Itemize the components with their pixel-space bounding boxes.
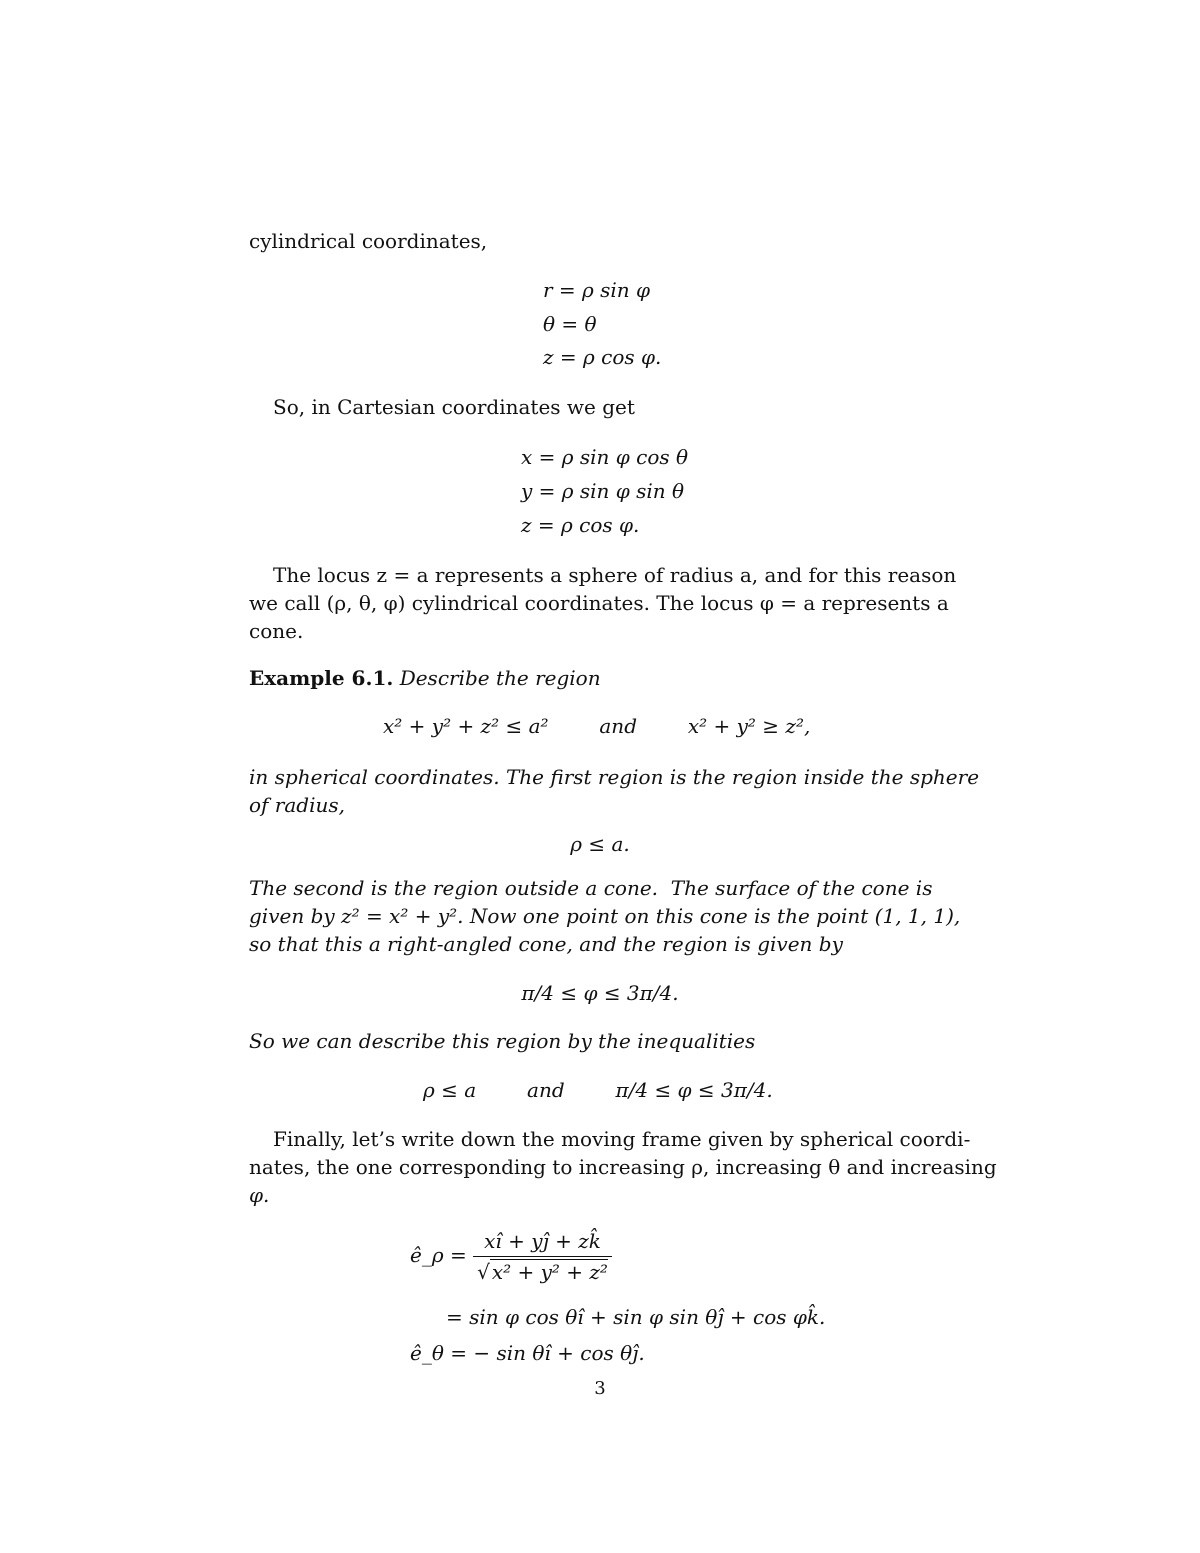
paragraph-line: nates, the one corresponding to increasing ρ, increasing θ and increasing [249, 1155, 997, 1179]
page-number: 3 [594, 1378, 606, 1399]
equation-e-rho-lhs: ê_ρ = [410, 1243, 467, 1267]
sqrt-radicand: x² + y² + z² [491, 1260, 608, 1284]
paragraph-line: cone. [249, 619, 304, 643]
equation-r: r = ρ sin φ [543, 278, 651, 302]
equation-x: x = ρ sin φ cos θ [521, 445, 689, 469]
equation-z: z = ρ cos φ. [543, 345, 662, 369]
paragraph-line: So we can describe this region by the inequalities [249, 1029, 756, 1053]
equation-phi-range: π/4 ≤ φ ≤ 3π/4. [521, 981, 679, 1005]
equation-region: x² + y² + z² ≤ a² and x² + y² ≥ z², [383, 714, 811, 738]
paragraph-line: given by z² = x² + y². Now one point on this cone is the point (1, 1, 1), [249, 904, 961, 928]
text-line: So, in Cartesian coordinates we get [273, 395, 635, 419]
paragraph-line: of radius, [249, 793, 345, 817]
fraction-denominator: √ x² + y² + z² [477, 1260, 608, 1284]
equation-y: y = ρ sin φ sin θ [521, 479, 685, 503]
example-heading [249, 664, 601, 692]
paragraph-line: so that this a right-angled cone, and the region is given by [249, 932, 843, 956]
example-label: Example 6.1. [249, 666, 394, 690]
text-line: cylindrical coordinates, [249, 229, 488, 253]
equation-e-rho-expanded: = sin φ cos θî + sin φ sin θĵ + cos φk̂. [446, 1305, 826, 1329]
example-text: Describe the region [399, 666, 601, 690]
paragraph-line: Finally, let’s write down the moving frame given by spherical coordi- [273, 1127, 971, 1151]
equation-rho: ρ ≤ a. [570, 832, 630, 856]
equation-e-rho [410, 1226, 612, 1287]
equation-inequalities: ρ ≤ a and π/4 ≤ φ ≤ 3π/4. [423, 1078, 773, 1102]
equation-z2: z = ρ cos φ. [521, 513, 640, 537]
fraction [473, 1226, 612, 1287]
paragraph-line: The second is the region outside a cone. The surface of the cone is [249, 876, 933, 900]
paragraph-line: in spherical coordinates. The first region is the region inside the sphere [249, 765, 980, 789]
equation-theta: θ = θ [543, 312, 597, 336]
paragraph-line: The locus z = a represents a sphere of radius a, and for this reason [273, 563, 957, 587]
paragraph-line: φ. [249, 1183, 270, 1207]
equation-e-theta: ê_θ = − sin θî + cos θĵ. [410, 1341, 645, 1365]
fraction-numerator: xî + yĵ + zk̂ [473, 1226, 612, 1257]
paragraph-line: we call (ρ, θ, φ) cylindrical coordinates. The locus φ = a represents a [249, 591, 949, 615]
